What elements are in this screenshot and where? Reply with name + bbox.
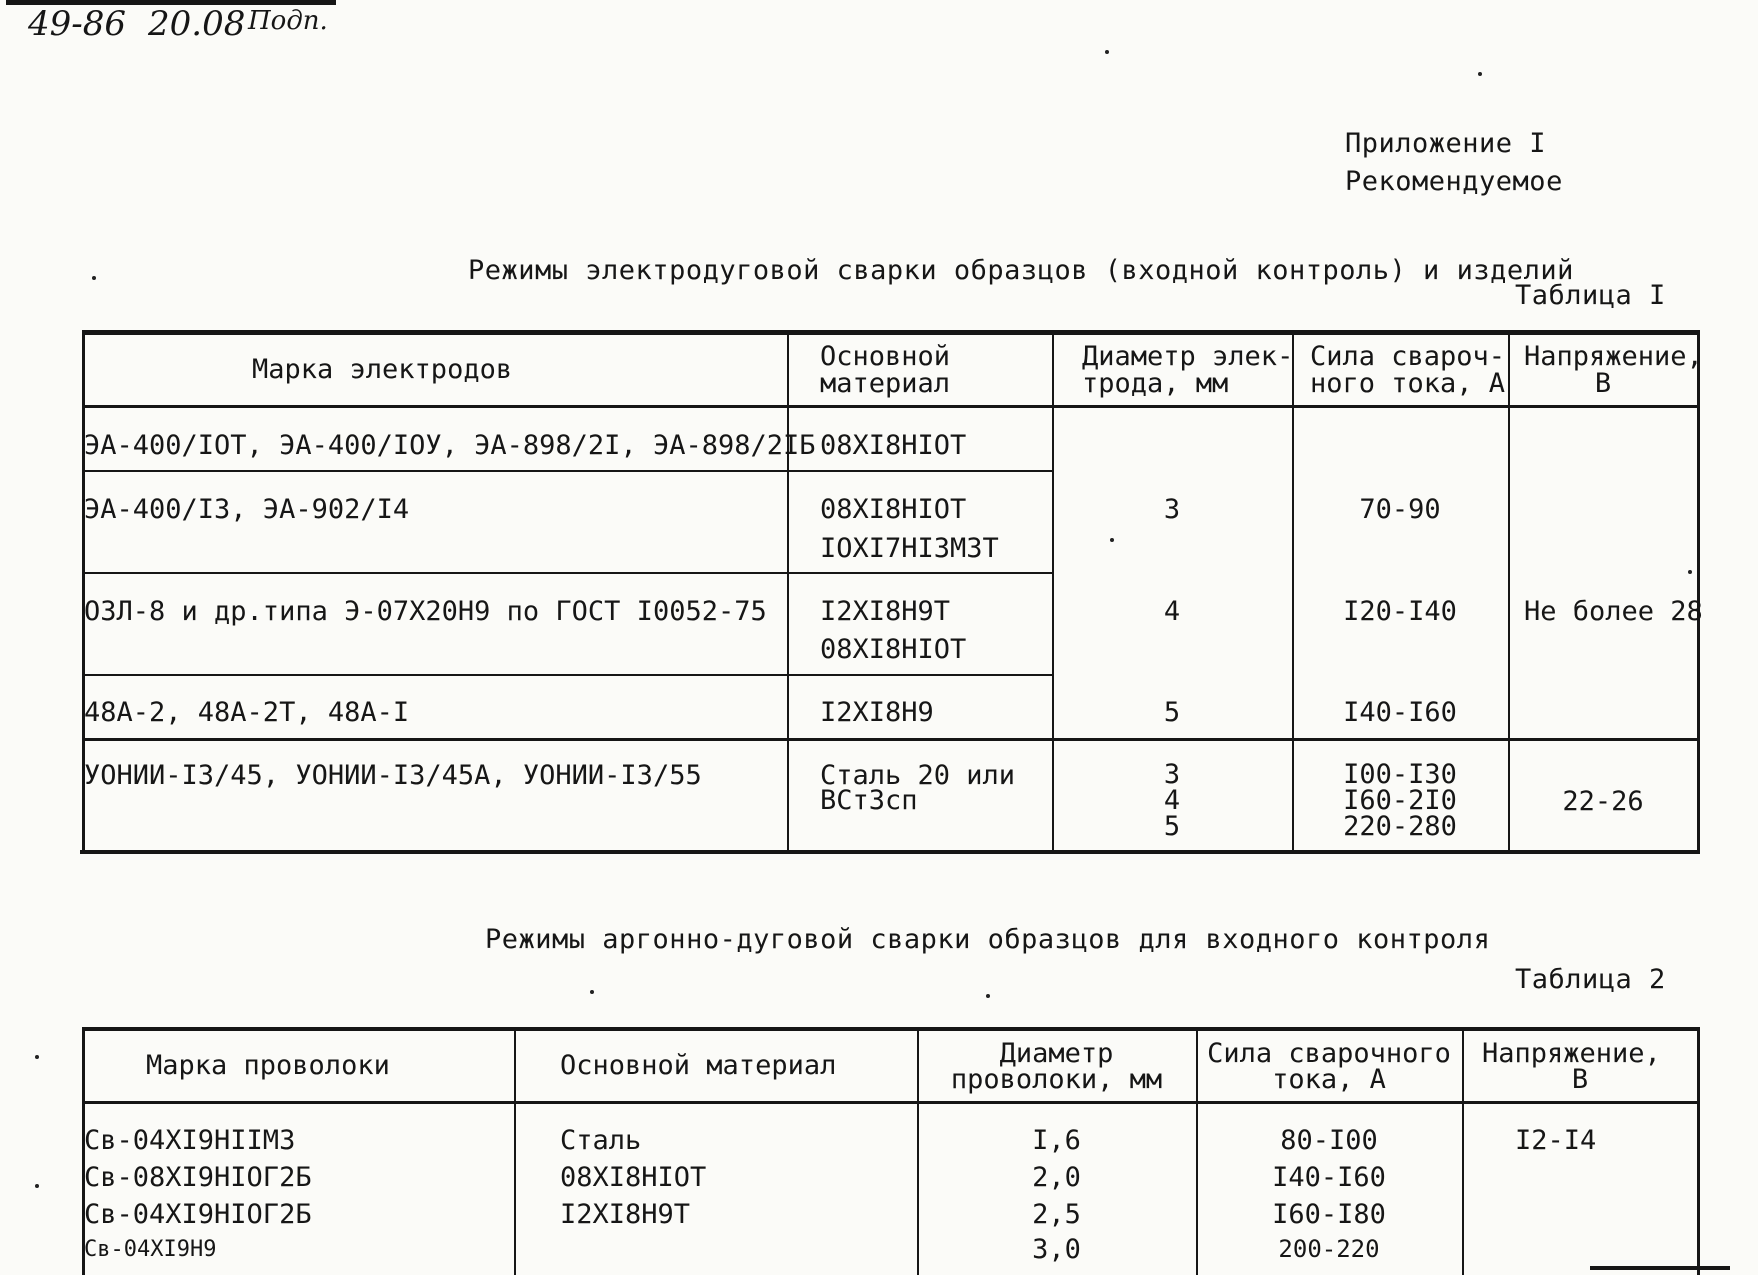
t1-header-current-1: Сила свароч- [1310,341,1506,372]
t1-row3-electrodes: ОЗЛ-8 и др.типа Э-07Х20Н9 по ГОСТ I0052-75 [84,596,767,627]
t1-current-1: 70-90 [1359,494,1441,525]
t2-header-voltage-2: В [1571,1064,1589,1095]
t2-header-diameter-1: Диаметр [999,1038,1114,1069]
t1-header-diameter-2: трода, мм [1082,368,1229,399]
t1-row1-material: 08XI8HIOT [820,430,967,461]
t2-header-current-1: Сила сварочного [1207,1038,1451,1069]
t1-header-electrode: Марка электродов [252,354,513,385]
t2-wire-1: Св-04XI9HIIM3 [84,1125,296,1156]
t1-last-voltage: 22-26 [1562,786,1644,817]
t1-last-diameter-4: 4 [1163,785,1181,816]
t2-current-3: I60-I80 [1272,1199,1386,1230]
t1-row2-electrodes: ЭА-400/I3, ЭА-902/I4 [84,494,410,525]
t1-row3-material-2: 08XI8HIOT [820,634,967,665]
t1-row5-material-2: ВСт3сп [820,785,918,816]
t1-current-3: I40-I60 [1343,697,1457,728]
scan-speck [1105,50,1109,54]
table1-label: Таблица I [1515,280,1666,311]
t1-header-current-2: ного тока, А [1310,368,1506,399]
t1-voltage-main: Не более 28 [1524,596,1703,627]
scan-speck [1110,538,1114,542]
t1-last-diameter-3: 3 [1163,759,1181,790]
t1-header-voltage-2: В [1594,368,1612,399]
t1-header-material-2: материал [820,368,951,399]
t1-diameter-4: 4 [1163,596,1181,627]
doc-sign: Подп. [248,6,328,36]
t2-diameter-1: I,6 [1032,1125,1081,1156]
t1-header-voltage-1: Напряжение, [1524,341,1703,372]
t2-wire-4: Св-04XI9H9 [84,1237,217,1262]
t1-row2-material-1: 08XI8HIOT [820,494,967,525]
scan-speck [590,990,594,994]
t1-header-material-1: Основной [820,341,951,372]
t2-current-1: 80-I00 [1280,1125,1378,1156]
scan-speck [1688,570,1692,574]
scan-speck [35,1055,39,1059]
t2-header-voltage-1: Напряжение, [1482,1038,1661,1069]
t2-diameter-4: 3,0 [1032,1234,1081,1265]
t2-current-4: 200-220 [1278,1235,1380,1263]
t2-material-2: 08XI8HIOT [560,1162,707,1193]
t1-last-current-1: I00-I30 [1343,759,1457,790]
t2-current-2: I40-I60 [1272,1162,1386,1193]
t1-row1-electrodes: ЭА-400/IOT, ЭА-400/IOУ, ЭА-898/2I, ЭА-898/2IБ [84,430,816,461]
t1-row4-material: I2XI8H9 [820,697,934,728]
scan-speck [35,1184,39,1188]
scan-speck [1478,72,1482,76]
doc-date: 20.08 [148,4,246,44]
t1-diameter-3: 3 [1163,494,1181,525]
scan-speck [92,276,96,280]
table2-label: Таблица 2 [1515,964,1666,995]
t2-diameter-3: 2,5 [1032,1199,1081,1230]
t1-row2-material-2: IOXI7HI3M3T [820,533,999,564]
table2-title: Режимы аргонно-дуговой сварки образцов для входного контроля [485,924,1491,955]
t1-row5-material-1: Сталь 20 или [820,760,1016,791]
t2-material-1: Сталь [560,1125,642,1156]
scan-speck [986,994,990,998]
t2-header-current-2: тока, А [1272,1064,1386,1095]
doc-number: 49-86 [28,4,127,44]
t1-current-2: I20-I40 [1343,596,1457,627]
appendix-line1: Приложение I [1345,128,1547,159]
table1-title: Режимы электродуговой сварки образцов (входной контроль) и изделий [468,255,1574,286]
t2-header-wire: Марка проволоки [146,1050,390,1081]
t2-header-diameter-2: проволоки, мм [950,1064,1163,1095]
t1-last-diameter-5: 5 [1163,811,1181,842]
t1-last-current-3: 220-280 [1343,811,1457,842]
appendix-line2: Рекомендуемое [1345,166,1563,197]
t2-voltage: I2-I4 [1515,1125,1597,1156]
t2-diameter-2: 2,0 [1032,1162,1081,1193]
t2-header-material: Основной материал [560,1050,837,1081]
t2-wire-2: Св-08XI9HIOГ2Б [84,1162,312,1193]
t1-row4-electrodes: 48А-2, 48А-2Т, 48А-I [84,697,410,728]
t2-wire-3: Св-04XI9HIOГ2Б [84,1199,312,1230]
t1-last-current-2: I60-2I0 [1343,785,1457,816]
t1-header-diameter-1: Диаметр элек- [1082,341,1294,372]
t1-diameter-5: 5 [1163,697,1181,728]
t1-row3-material-1: I2XI8H9T [820,596,951,627]
t1-row5-electrodes: УОНИИ-I3/45, УОНИИ-I3/45А, УОНИИ-I3/55 [84,760,702,791]
t2-material-3: I2XI8H9T [560,1199,691,1230]
